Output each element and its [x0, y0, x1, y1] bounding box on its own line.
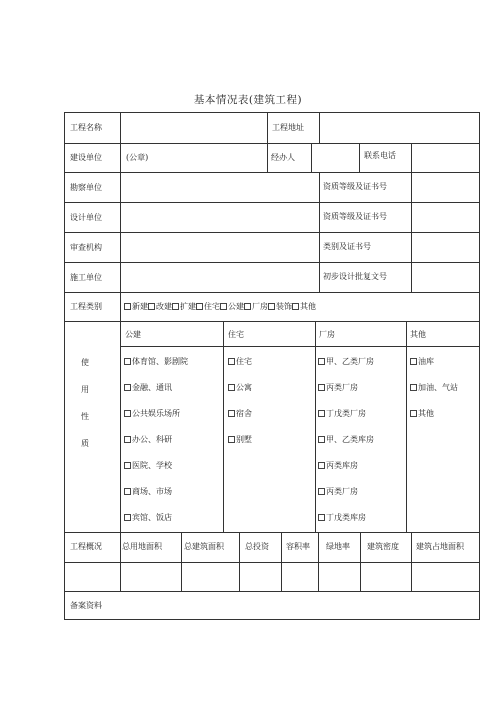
- usage-option[interactable]: 宾馆、饭店: [124, 513, 172, 523]
- col-divider: [411, 532, 412, 591]
- col-divider: [267, 113, 268, 172]
- construction-unit-label: 施工单位: [70, 273, 102, 282]
- col-divider: [120, 113, 121, 591]
- category-option-new[interactable]: 新建: [124, 302, 148, 311]
- category-options: [124, 302, 316, 312]
- col-divider: [315, 321, 316, 532]
- records-label: 备案资料: [70, 601, 102, 610]
- category-option-other[interactable]: 其他: [292, 302, 316, 311]
- checkbox-icon[interactable]: [124, 384, 131, 391]
- category-option-public[interactable]: 公建: [220, 302, 244, 311]
- col-divider: [181, 532, 182, 591]
- row-divider: [65, 321, 479, 322]
- usage-option[interactable]: 公共娱乐场所: [124, 409, 180, 419]
- category-option-rebuild[interactable]: 改建: [148, 302, 172, 311]
- usage-option[interactable]: 丁戊类厂房: [318, 409, 366, 419]
- checkbox-icon[interactable]: [124, 488, 131, 495]
- overview-header: 总用地面积: [122, 542, 162, 551]
- col-divider: [411, 172, 412, 292]
- usage-header-residential: 住宅: [228, 330, 244, 339]
- col-divider: [318, 532, 319, 591]
- checkbox-icon[interactable]: [196, 303, 203, 310]
- overview-label: 工程概况: [70, 542, 102, 551]
- checkbox-icon[interactable]: [292, 303, 299, 310]
- usage-option[interactable]: 住宅: [228, 357, 252, 367]
- checkbox-icon[interactable]: [228, 436, 235, 443]
- usage-option[interactable]: 加油、气站: [410, 383, 458, 393]
- overview-header: 容积率: [286, 542, 310, 551]
- checkbox-icon[interactable]: [410, 358, 417, 365]
- review-agency-label: 审查机构: [70, 243, 102, 252]
- review-cert-label: 类别及证书号: [323, 242, 371, 251]
- col-divider: [281, 532, 282, 591]
- info-form-table: [64, 112, 480, 620]
- phone-label: 联系电话: [364, 151, 396, 160]
- checkbox-icon[interactable]: [124, 303, 131, 310]
- col-divider: [239, 532, 240, 591]
- usage-header-public: 公建: [125, 330, 141, 339]
- row-divider: [65, 292, 479, 293]
- usage-option[interactable]: 丙类厂房: [318, 487, 358, 497]
- checkbox-icon[interactable]: [124, 514, 131, 521]
- usage-option[interactable]: 商场、市场: [124, 487, 172, 497]
- checkbox-icon[interactable]: [318, 358, 325, 365]
- col-divider: [311, 143, 312, 172]
- checkbox-icon[interactable]: [172, 303, 179, 310]
- checkbox-icon[interactable]: [124, 462, 131, 469]
- category-option-factory[interactable]: 厂房: [244, 302, 268, 311]
- usage-option[interactable]: 丙类库房: [318, 461, 358, 471]
- checkbox-icon[interactable]: [318, 514, 325, 521]
- checkbox-icon[interactable]: [124, 436, 131, 443]
- row-divider: [65, 143, 479, 144]
- usage-label-char: 使: [81, 358, 89, 367]
- usage-option[interactable]: 甲、乙类库房: [318, 435, 374, 445]
- checkbox-icon[interactable]: [318, 384, 325, 391]
- category-option-residential[interactable]: 住宅: [196, 302, 220, 311]
- row-divider: [65, 232, 479, 233]
- col-divider: [319, 172, 320, 292]
- overview-header: 绿地率: [326, 542, 350, 551]
- builder-seal-note: (公章): [126, 153, 149, 162]
- checkbox-icon[interactable]: [228, 358, 235, 365]
- overview-header: 总投资: [245, 542, 269, 551]
- usage-header-factory: 厂房: [319, 330, 335, 339]
- checkbox-icon[interactable]: [268, 303, 275, 310]
- usage-option[interactable]: 别墅: [228, 435, 252, 445]
- row-divider: [120, 346, 479, 347]
- usage-option[interactable]: 医院、学校: [124, 461, 172, 471]
- project-address-label: 工程地址: [272, 123, 304, 132]
- survey-unit-label: 勘察单位: [70, 183, 102, 192]
- category-option-extend[interactable]: 扩建: [172, 302, 196, 311]
- row-divider: [65, 202, 479, 203]
- page-title: 基本情况表(建筑工程): [193, 94, 303, 106]
- checkbox-icon[interactable]: [228, 384, 235, 391]
- col-divider: [411, 143, 412, 172]
- checkbox-icon[interactable]: [228, 410, 235, 417]
- checkbox-icon[interactable]: [124, 410, 131, 417]
- row-divider: [65, 562, 479, 563]
- design-unit-label: 设计单位: [70, 213, 102, 222]
- col-divider: [359, 143, 360, 172]
- usage-option[interactable]: 其他: [410, 409, 434, 419]
- usage-header-other: 其他: [410, 330, 426, 339]
- col-divider: [360, 532, 361, 591]
- usage-option[interactable]: 宿舍: [228, 409, 252, 419]
- usage-option[interactable]: 办公、科研: [124, 435, 172, 445]
- checkbox-icon[interactable]: [124, 358, 131, 365]
- usage-option[interactable]: 丙类厂房: [318, 383, 358, 393]
- design-cert-label: 资质等级及证书号: [323, 212, 387, 221]
- col-divider: [223, 321, 224, 532]
- builder-label: 建设单位: [70, 153, 102, 162]
- project-name-label: 工程名称: [70, 123, 102, 132]
- checkbox-icon[interactable]: [318, 488, 325, 495]
- col-divider: [319, 113, 320, 143]
- handler-label: 经办人: [271, 153, 295, 162]
- overview-header: 建筑密度: [367, 542, 399, 551]
- checkbox-icon[interactable]: [244, 303, 251, 310]
- usage-option[interactable]: 油库: [410, 357, 434, 367]
- usage-label-char: 用: [81, 385, 89, 394]
- checkbox-icon[interactable]: [318, 462, 325, 469]
- usage-option[interactable]: 体育馆、影剧院: [124, 357, 188, 367]
- approval-number-label: 初步设计批复文号: [323, 272, 387, 281]
- category-label: 工程类别: [70, 302, 102, 311]
- checkbox-icon[interactable]: [220, 303, 227, 310]
- checkbox-icon[interactable]: [410, 410, 417, 417]
- usage-option[interactable]: 公寓: [228, 383, 252, 393]
- usage-option[interactable]: 丁戊类库房: [318, 513, 366, 523]
- usage-option[interactable]: 甲、乙类厂房: [318, 357, 374, 367]
- usage-label-char: 性: [81, 412, 89, 421]
- col-divider: [406, 321, 407, 532]
- survey-cert-label: 资质等级及证书号: [323, 182, 387, 191]
- usage-option[interactable]: 金融、通讯: [124, 383, 172, 393]
- usage-label-char: 质: [81, 439, 89, 448]
- row-divider: [65, 262, 479, 263]
- overview-header: 总建筑面积: [184, 542, 224, 551]
- checkbox-icon[interactable]: [318, 410, 325, 417]
- overview-header: 建筑占地面积: [416, 542, 464, 551]
- row-divider: [65, 532, 479, 533]
- checkbox-icon[interactable]: [318, 436, 325, 443]
- checkbox-icon[interactable]: [410, 384, 417, 391]
- row-divider: [65, 591, 479, 592]
- row-divider: [65, 172, 479, 173]
- category-option-decoration[interactable]: 装饰: [268, 302, 292, 311]
- checkbox-icon[interactable]: [148, 303, 155, 310]
